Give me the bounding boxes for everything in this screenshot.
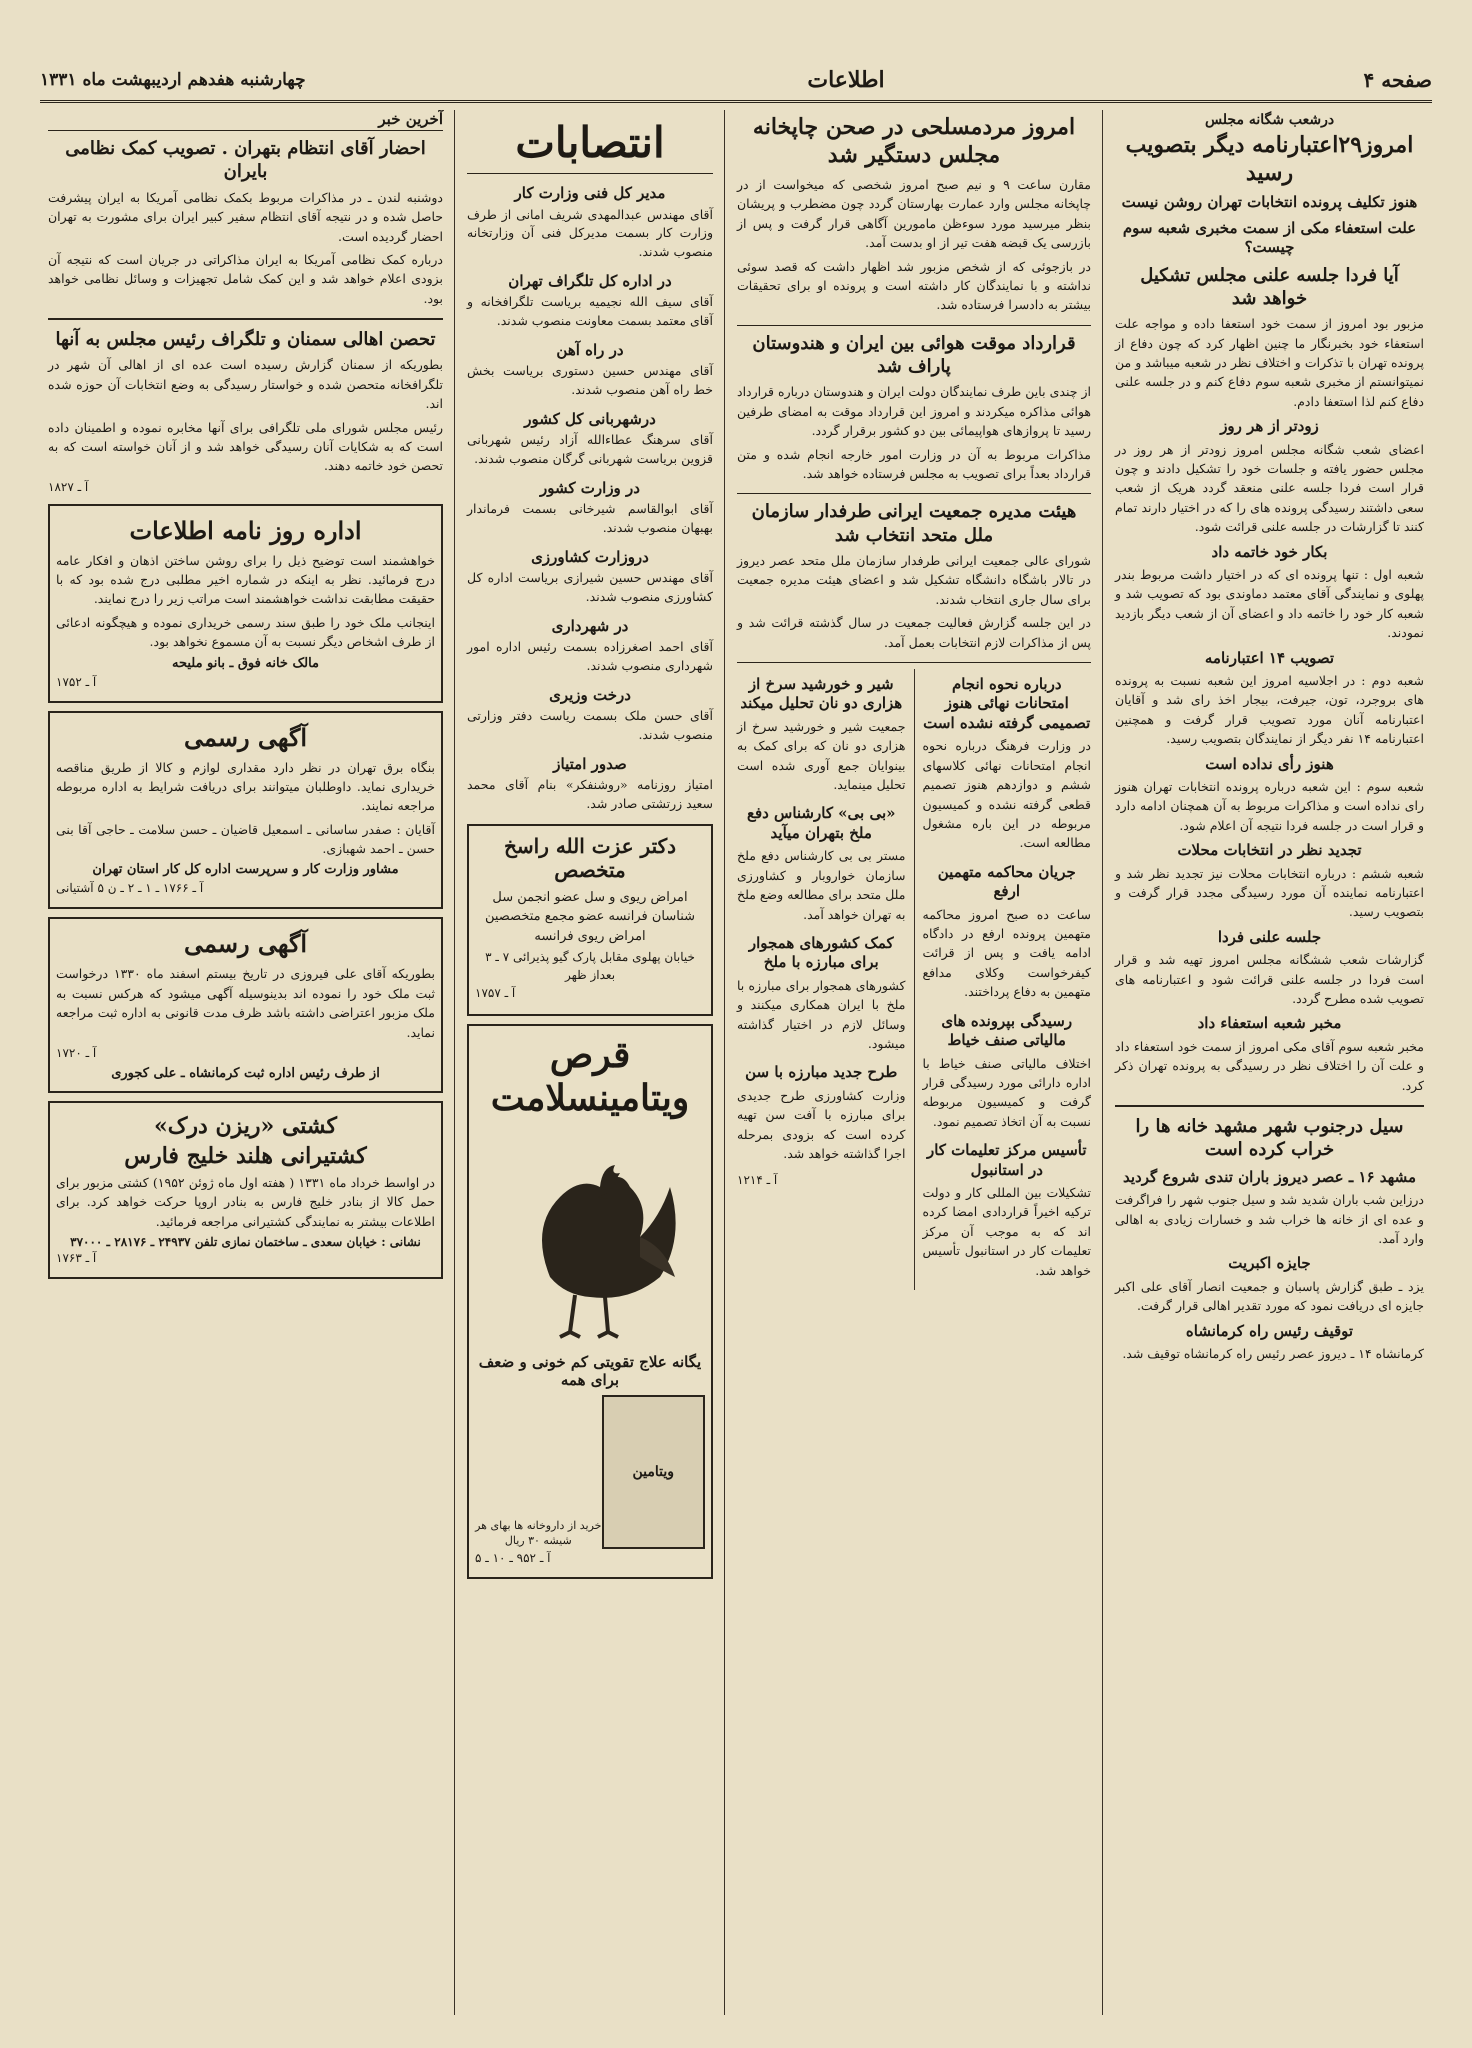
headline: طرح جدید مبارزه با سن: [745, 1063, 898, 1082]
headline: جریان محاکمه متهمین ارفع: [937, 862, 1076, 901]
divider: [737, 662, 1091, 663]
paragraph: آقای حسن ملک بسمت ریاست دفتر وزارتی منصوب شدند.: [467, 708, 713, 742]
headline: هیئت مدیره جمعیت ایرانی طرفدار سازمان ملل متحد انتخاب شد: [751, 501, 1077, 546]
newspaper-page: [40, 60, 1432, 2020]
appointments-list: [467, 184, 713, 814]
paragraph: مخبر شعبه سوم آقای مکی امروز از سمت خود استعفاء داد و علت آن را اختلاف نظر در رسیدگی به پرونده تهران ذکر کرد.: [1115, 1038, 1424, 1093]
paragraph: وزارت کشاورزی طرح جدیدی برای مبارزه با آفت سن تهیه کرده است که بزودی بمرحله اجرا گذاشته خواهد شد.: [737, 1087, 906, 1162]
subheading: مخبر شعبه استعفاء داد: [1197, 1014, 1342, 1033]
signature: مشاور وزارت کار و سرپرست اداره کل کار استان تهران: [92, 862, 399, 878]
tonic-ad: [467, 1024, 713, 1578]
ad-code: آ ـ ۱۷۶۶ ـ ۱ ـ ۲ ـ ن ۵ آشتیانی: [56, 881, 204, 896]
subheading: تجدید نظر در انتخابات محلات: [1177, 841, 1362, 860]
divider: [737, 493, 1091, 494]
article-locust-help: [737, 934, 906, 1054]
subcolumn: [737, 669, 906, 1290]
divider: [1115, 1105, 1424, 1107]
paragraph: آقای احمد اصغرزاده بسمت رئیس اداره امور شهرداری منصوب شدند.: [467, 639, 713, 673]
masthead: [40, 60, 1432, 103]
ad-code: آ ـ ۱۷۶۳: [56, 1251, 97, 1266]
subheadline: علت استعفاء مکی از سمت مخبری شعبه سوم چیست؟: [1122, 218, 1417, 256]
headline: امروز۲۹اعتبارنامه دیگر بتصویب رسید: [1125, 132, 1414, 186]
paragraph: شعبه سوم : این شعبه درباره پرونده انتخابات تهران هنوز رای نداده است و مذاکرات مربوط به آن همچنان ادامه دارد و قرار است در جلسه فردا نتیجه آن اعلام شود.: [1115, 779, 1424, 833]
paragraph: کرمانشاه ۱۴ ـ دیروز عصر رئیس راه کرمانشاه توقیف شد.: [1122, 1346, 1424, 1362]
subheading: در وزارت کشور: [540, 478, 640, 497]
column-parliament: [1107, 110, 1432, 2015]
column-latest: [40, 110, 451, 2015]
paragraph: آقای مهندس حسین دستوری بریاست بخش خط راه آهن منصوب شدند.: [467, 363, 713, 397]
latest-news-label: آخرین خبر: [48, 110, 443, 131]
article-armed-man: [737, 114, 1091, 315]
column-news: [729, 110, 1099, 2015]
headline: تأسیس مرکز تعلیمات کار در استانبول: [926, 1141, 1087, 1179]
subheading: در اداره کل تلگراف تهران: [508, 271, 672, 290]
appointments-title: انتصابات: [467, 118, 713, 174]
paragraph: در اواسط خرداد ماه ۱۳۳۱ ( هفته اول ماه ژوئن ۱۹۵۲) کشتی مزبور برای حمل کالا از بنادر خلیج فارس به بنادر اروپا حرکت خواهد کرد. برای اطلاعات بیشتر به نمایندگی کشتیرانی مراجعه فرمائید.: [56, 1174, 435, 1229]
paragraph: تشکیلات بین المللی کار و دولت ترکیه اخیراً قراردادی امضا کرده اند که به موجب آن مرکز تعلیمات کار در استانبول تأسیس خواهد شد.: [922, 1185, 1091, 1278]
paragraph: بنگاه برق تهران در نظر دارد مقداری لوازم و کالا از طریق مناقصه خریداری نماید. داوطلبان میتوانند برای دریافت شرایط به اداره مربوطه مراجعه نمایند.: [56, 759, 435, 814]
divider: [737, 325, 1091, 326]
notice-title: آگهی رسمی: [183, 929, 308, 959]
headline: کمک کشورهای همجوار برای مبارزه با ملخ: [748, 933, 894, 972]
paragraph: گزارشات شعب ششگانه مجلس امروز تهیه شد و قرار است فردا در جلسه علنی قرائت شود و اعتبارنامه های تصویب شده مطرح گردد.: [1115, 952, 1424, 1007]
headline: احضار آقای انتظام بتهران . تصویب کمک نظامی بایران: [65, 138, 426, 183]
official-notice: [48, 917, 443, 1093]
column-appointments: [459, 110, 721, 2015]
notice-title: آگهی رسمی: [183, 722, 308, 752]
split-news: [737, 669, 1091, 1290]
subheading: جایزه اکبریت: [1228, 1254, 1311, 1273]
subheading: توقیف رئیس راه کرمانشاه: [1185, 1321, 1354, 1340]
article-trial: [923, 863, 1092, 1002]
paragraph: مذاکرات مربوط به آن در وزارت امور خارجه انجام شده و متن قرارداد بعداً برای تصویب به مجلس فرستاده خواهد شد.: [737, 446, 1091, 481]
product-box: ویتامین: [602, 1395, 705, 1549]
paragraph: ساعت ده صبح امروز محاکمه متهمین پرونده ارفع در دادگاه ادامه یافت و پس از قرائت کیفرخواست وکلای مدافع متهمین به دفاع پرداختند.: [922, 906, 1091, 1000]
paragraph: امتیاز روزنامه «روشنفکر» بنام آقای محمد سعید زرتشتی صادر شد.: [467, 777, 713, 811]
article-un: [737, 500, 1091, 652]
subcolumn: [923, 669, 1092, 1290]
paragraph: کشورهای همجوار برای مبارزه با ملخ با ایران همکاری میکنند و وسائل لازم در اختیار گذاشته میشود.: [737, 977, 906, 1052]
paragraph: بطوریکه آقای علی فیروزی در تاریخ بیستم اسفند ماه ۱۳۳۰ درخواست ثبت ملک خود را نموده اند بدینوسیله آگهی میشود که هرکس نسبت به ملک مزبور اعتراضی داشته باشد ظرف مدت قانونی به اداره ثبت مراجعه نماید.: [56, 966, 435, 1040]
column-rule: [1102, 110, 1103, 2015]
ad-code: آ ـ ۱۷۵۷: [475, 986, 516, 1001]
doctor-specialty: امراض ریوی و سل عضو انجمن سل شناسان فرانسه عضو مجمع متخصصین امراض ریوی فرانسه: [484, 889, 696, 944]
official-notice: [48, 711, 443, 910]
subheading: در راه آهن: [556, 340, 624, 359]
subheading: صدور امتیاز: [553, 754, 627, 773]
page-number: صفحه ۴: [1363, 68, 1432, 92]
paragraph: اینجانب ملک خود را طبق سند رسمی خریداری نموده و هیچگونه ادعائی از طرف اشخاص دیگر نسبت به آن مسموع نخواهد بود.: [56, 614, 435, 650]
paragraph: مقارن ساعت ۹ و نیم صبح امروز شخصی که میخواست از در چاپخانه مجلس وارد عمارت بهارستان گردد چون مضطرب و پریشان بنظر میرسید مورد سوءظن مامورین آگاهی قرار گرفت و پس از بازرسی یک قبضه هفت تیر از او بدست آمد.: [737, 177, 1091, 251]
paragraph: آقای سرهنگ عطاءالله آزاد رئیس شهربانی قزوین بریاست شهربانی گرگان منصوب شدند.: [467, 432, 713, 466]
subheading: مدیر کل فنی وزارت کار: [514, 184, 666, 202]
column-rule: [454, 110, 455, 2015]
column-rule: [724, 110, 725, 2015]
paragraph: درباره کمک نظامی آمریکا به ایران مذاکراتی در جریان است که نتیجه آن بزودی اعلام خواهد شد و این کمک شامل تجهیزات و وسائل نظامی خواهد بود.: [48, 251, 443, 306]
ad-code: آ ـ ۱۸۲۷: [48, 479, 89, 494]
article-exams: [923, 675, 1092, 853]
headline: قرارداد موقت هوائی بین ایران و هندوستان پاراف شد: [752, 332, 1076, 378]
paragraph: آقای ابوالقاسم شیرخانی بسمت فرماندار بهبهان منصوب شدند.: [467, 501, 713, 535]
ad-code: آ ـ ۱۲۱۴: [737, 1173, 778, 1188]
shipping-company: کشتیرانی هلند خلیج فارس: [124, 1142, 367, 1169]
subheading: درخت وزیری: [549, 685, 631, 704]
paragraph: درزاین شب باران شدید شد و سیل جنوب شهر را فراگرفت و عده ای از خانه ها خراب شد و خسارات زیادی به اهالی وارد آمد.: [1115, 1192, 1424, 1247]
paragraph: یزد ـ طبق گزارش پاسبان و جمعیت انصار آقای علی اکبر جایزه ای دریافت نمود که مورد تقدیر اهالی قرار گرفت.: [1115, 1278, 1424, 1314]
signature: مالک خانه فوق ـ بانو ملیحه: [171, 655, 320, 671]
article-red-lion: [737, 675, 906, 795]
paragraph: رئیس مجلس شورای ملی تلگرافی برای آنها مخابره نموده و اطمینان داده است که به شکایات آنان رسیدگی خواهد شد و از آنان خواسته است که به تحصن خود خاتمه دهند.: [48, 419, 443, 474]
paragraph: دوشنبه لندن ـ در مذاکرات مربوط بکمک نظامی آمریکا به ایران پیشرفت حاصل شده و در نتیجه آقای انتظام سفیر کبیر ایران برای مشورت به تهران احضار گردیده است.: [48, 189, 443, 244]
article-aviation: [737, 332, 1091, 484]
headline: «بی بی» کارشناس دفع ملخ بتهران میآید: [746, 804, 896, 842]
subheadline: هنوز تکلیف پرونده انتخابات تهران روشن نیست: [1121, 193, 1418, 211]
paragraph: اعضای شعب شگانه مجلس امروز زودتر از هر روز در مجلس حضور یافته و جلسات خود را تشکیل دادند و چون قرار است فردا جلسه علنی منعقد گردد هریک از شعب سعی داشتند رسیدگی پرونده های را که در اختیار دارند تمام کنند تا گزارشات در جلسه علنی قرائت شود.: [1115, 441, 1424, 535]
paragraph: مستر بی بی کارشناس دفع ملخ سازمان خواروبار و کشاورزی ملل متحد برای مطالعه وضع ملخ به تهران خواهد آمد.: [737, 848, 906, 922]
tonic-brand: قرص ویتامینسلامت: [490, 1034, 690, 1120]
article-tax: [923, 1012, 1092, 1132]
paragraph: در بازجوئی که از شخص مزبور شد اظهار داشت که قصد سوئی نداشته و با نمایندگان کار داشته است و پرونده او برای تحقیقات بیشتر به دادسرا فرستاده شد.: [737, 258, 1091, 313]
article-pest-plan: [737, 1063, 906, 1163]
rooster-illustration: [490, 1127, 690, 1347]
paragraph: شعبه دوم : در اجلاسیه امروز این شعبه نسبت به پرونده های بروجرد، تون، جیرفت، بیجار اخذ رای شد و آقایان اعتبارنامه آنان مورد تصویب قرار گرفت و همچنین اعتبارنامه ۱۴ نفر دیگر از نمایندگان بتصویب رسید.: [1115, 673, 1424, 747]
ad-code: آ ـ ۱۷۵۲: [56, 674, 97, 689]
issue-date: چهارشنبه هفدهم اردیبهشت ماه ۱۳۳۱: [40, 70, 306, 90]
divider: [48, 318, 443, 320]
headline: رسیدگی بپرونده های مالیاتی صنف خیاط: [941, 1011, 1073, 1050]
paragraph: خواهشمند است توضیح ذیل را برای روشن ساختن اذهان و افکار عامه درج فرمائید. نظر به اینکه در شماره اخیر مطلبی درج شده بود که با حقیقت مطابقت نداشت خواهشمند است مراتب زیر را درج نمایند.: [56, 552, 435, 607]
paragraph: آقایان : صفدر ساسانی ـ اسمعیل قاضیان ـ حسن سلامت ـ حاجی آقا بنی حسن ـ احمد شهبازی.: [56, 821, 435, 857]
newspaper-name: اطلاعات: [807, 67, 885, 93]
headline: تحصن اهالی سمنان و تلگراف رئیس مجلس به آنها: [55, 329, 436, 351]
paragraph: در وزارت فرهنگ درباره نحوه انجام امتحانات نهائی کلاسهای ششم و دوازدهم هنوز تصمیم قطعی گرفته نشده و کمیسیون مربوطه در این باره مشغول مطالعه است.: [922, 738, 1091, 851]
headline: سیل درجنوب شهر مشهد خانه ها را خراب کرده است: [1135, 1116, 1404, 1161]
columns: [40, 110, 1432, 2015]
paragraph: آقای مهندس عبدالمهدی شریف امانی از طرف وزارت کار بسمت مدیرکل فنی آن وزارتخانه منصوب شدند.: [467, 206, 713, 259]
ad-code: آ ـ ۹۵۲ ـ ۱۰ ـ ۵: [475, 1550, 551, 1565]
article-istanbul: [923, 1141, 1092, 1280]
doctor-address: خیابان پهلوی مقابل پارک گیو پذیرائی ۷ ـ ۳ بعداز ظهر: [485, 950, 695, 983]
paragraph: از چندی باین طرف نمایندگان دولت ایران و هندوستان درباره قرارداد هوائی مذاکره میکردند و امروز این قرارداد موقت به امضای طرفین رسید تا پروازهای هواپیمائی بین دو کشور برقرار گردد.: [737, 384, 1091, 439]
paragraph: در این جلسه گزارش فعالیت جمعیت در سال گذشته قرائت شد و پس از مذاکرات لازم انتخابات بعمل آمد.: [737, 615, 1091, 650]
paragraph: اختلاف مالیاتی صنف خیاط با اداره دارائی مورد رسیدگی قرار گرفت و کمیسیون مربوطه نسبت به آن اتخاذ تصمیم نمود.: [922, 1055, 1091, 1129]
paragraph: آقای سیف الله نجیمیه بریاست تلگرافخانه و آقای معتمد بسمت معاونت منصوب شدند.: [467, 294, 713, 328]
doctor-name: دکتر عزت الله راسخ متخصص: [503, 833, 677, 882]
subheading: در شهرداری: [551, 616, 629, 635]
paragraph: بطوریکه از سمنان گزارش رسیده است عده ای از اهالی آن شهر در تلگرافخانه متحصن شده و خواستار رسیدگی به وضع انتخابات آن حوزه شده اند.: [48, 357, 443, 412]
subheading: دروزارت کشاورزی: [531, 547, 649, 566]
paragraph: شورای عالی جمعیت ایرانی طرفدار سازمان ملل متحد عصر دیروز در تالار باشگاه دانشگاه تشکیل شد و اعضای هیئت مدیره جمعیت برای سال جاری انتخاب شدند.: [737, 553, 1091, 607]
kicker: درشعب شگانه مجلس: [1204, 112, 1335, 128]
tonic-slogan: یگانه علاج تقویتی کم خونی و ضعف برای همه: [478, 1352, 702, 1389]
ad-code: آ ـ ۱۷۲۰: [56, 1045, 97, 1060]
paragraph: مزبور بود امروز از سمت خود استعفا داده و مواجه علت استعفاء خود بخبرنگار ما چنین اظهار کرد که چون دفاع از پرونده تهران با تذکرات و اختلاف نظر در شعبه میباشد و من نمیتوانستم از مخبری شعبه سوم دفاع کنم و در جلسه علنی دفاع کنم لذا استعفا دادم.: [1115, 316, 1424, 409]
article-credentials: [1115, 112, 1424, 1095]
article-locust-expert: [737, 804, 906, 924]
article-semnan: [48, 328, 443, 494]
product-info: خرید از داروخانه ها بهای هر شیشه ۳۰ ریال: [475, 1518, 602, 1548]
column-rule: [914, 669, 915, 1290]
company-address: نشانی : خیابان سعدی ـ ساختمان نمازی تلفن ۲۴۹۳۷ ـ ۲۸۱۷۶ ـ ۳۷۰۰۰: [70, 1235, 421, 1250]
ship-name: کشتی «ریزن درک»: [153, 1112, 338, 1139]
subheading: بکار خود خاتمه داد: [1211, 542, 1328, 561]
subheading: درشهربانی کل کشور: [524, 409, 656, 428]
headline: امروز مردمسلحی در صحن چاپخانه مجلس دستگیر شد: [752, 114, 1076, 168]
subheading: جلسه علنی فردا: [1217, 927, 1322, 946]
subheading: تصویب ۱۴ اعتبارنامه: [1204, 648, 1335, 667]
headline: درباره نحوه انجام امتحانات نهائی هنوز تصمیمی گرفته نشده است: [923, 674, 1091, 732]
signature: از طرف رئیس اداره ثبت کرمانشاه ـ علی کجوری: [111, 1065, 380, 1081]
paragraph: آقای مهندس حسین شیرازی بریاست اداره کل کشاورزی منصوب شدند.: [467, 570, 713, 604]
paragraph: شعبه ششم : درباره انتخابات محلات نیز تجدید نظر شد و اعتبارنامه نماینده آن مورد رسیدگی مجدد قرار گرفت و بتصویب رسید.: [1115, 865, 1424, 920]
tonic-bottom: [475, 1395, 705, 1549]
article-flood: [1115, 1115, 1424, 1364]
notice-title: اداره روز نامه اطلاعات: [129, 515, 362, 545]
letter-notice: [48, 504, 443, 703]
paragraph: جمعیت شیر و خورشید سرخ از هزاری دو نان که برای کمک به بینوایان جمع آوری شده است تحلیل مینماید.: [737, 718, 906, 793]
subheading: هنوز رأی نداده است: [1205, 754, 1334, 773]
shipping-ad: [48, 1101, 443, 1279]
subheading: زودتر از هر روز: [1220, 417, 1319, 436]
article-ambassador: [48, 137, 443, 308]
subheadline: آیا فردا جلسه علنی مجلس تشکیل خواهد شد: [1140, 264, 1399, 309]
paragraph: شعبه اول : تنها پرونده ای که در اختیار داشت مربوط بندر پهلوی و نمایندگی آقای معتمد دماوندی بود که تصویب شد و شعبه کار خود را خاتمه داد و اعضای آن از شعب دیگر بازدید نمودند.: [1115, 567, 1424, 641]
doctor-ad: [467, 824, 713, 1017]
headline: شیر و خورشید سرخ از هزاری دو نان تحلیل میکند: [740, 674, 903, 713]
subheadline: مشهد ۱۶ ـ عصر دیروز باران تندی شروع گردید: [1122, 1167, 1417, 1186]
